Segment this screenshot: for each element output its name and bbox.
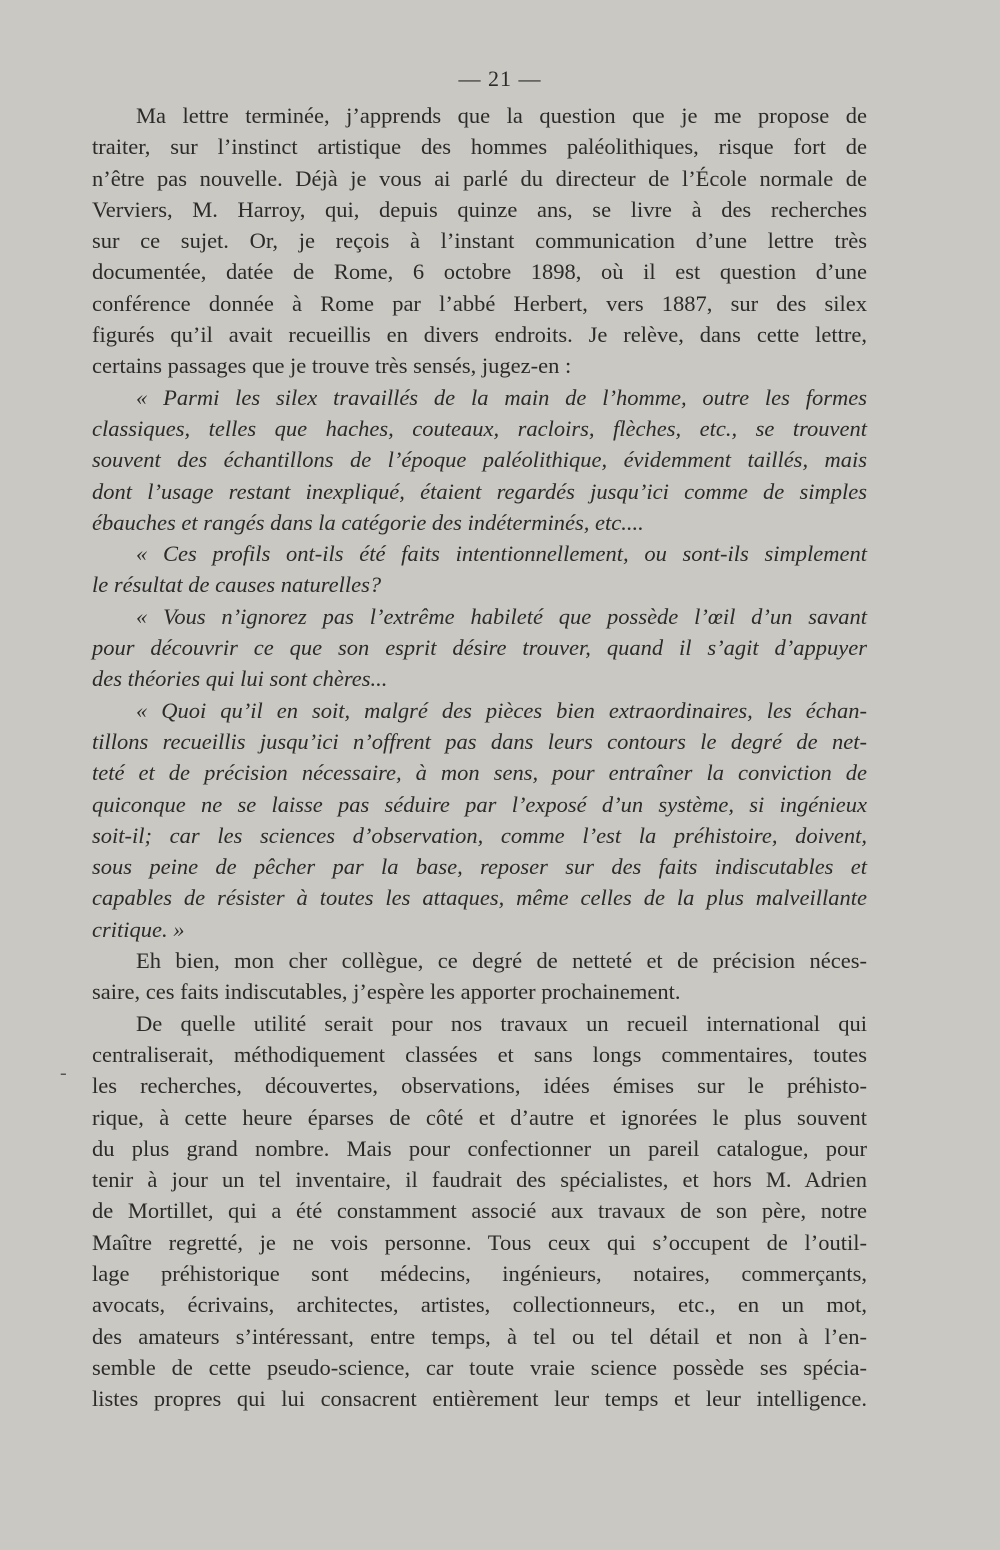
text-line: critique. »: [92, 916, 185, 942]
text-line: lage préhistorique sont médecins, ingénieurs, notaires, commerçants,: [92, 1260, 867, 1286]
text-line: « Ces profils ont-ils été faits intentionnellement, ou sont-ils simplement: [136, 541, 867, 567]
text-line: De quelle utilité serait pour nos travaux un recueil international qui: [136, 1010, 867, 1036]
text-line: Verviers, M. Harroy, qui, depuis quinze ans, se livre à des recherches: [92, 196, 867, 222]
text-line: rique, à cette heure éparses de côté et d’autre et ignorées le plus souvent: [92, 1104, 867, 1130]
text-line: Maître regretté, je ne vois personne. Tous ceux qui s’occupent de l’outil-: [92, 1229, 867, 1255]
text-line: avocats, écrivains, architectes, artistes, collectionneurs, etc., en un mot,: [92, 1292, 867, 1318]
text-line: des théories qui lui sont chères...: [92, 666, 388, 692]
text-line: Ma lettre terminée, j’apprends que la question que je me propose de: [136, 103, 867, 128]
text-line: conférence donnée à Rome par l’abbé Herbert, vers 1887, sur des silex: [92, 290, 867, 316]
text-line: Eh bien, mon cher collègue, ce degré de netteté et de précision néces-: [136, 948, 867, 974]
text-line: classiques, telles que haches, couteaux, racloirs, flèches, etc., se trouvent: [92, 415, 867, 441]
text-line: pour découvrir ce que son esprit désire trouver, quand il s’agit d’appuyer: [92, 635, 867, 661]
text-line: ébauches et rangés dans la catégorie des indéterminés, etc....: [92, 509, 644, 535]
text-line: figurés qu’il avait recueillis en divers endroits. Je relève, dans cette lettre,: [92, 322, 867, 348]
text-line: les recherches, découvertes, observations, idées émises sur le préhisto-: [92, 1073, 867, 1099]
page-number: — 21 —: [458, 66, 542, 91]
text-line: documentée, datée de Rome, 6 octobre 1898, où il est question d’une: [92, 259, 867, 285]
text-line: teté et de précision nécessaire, à mon sens, pour entraîner la conviction de: [92, 760, 867, 786]
text-line: du plus grand nombre. Mais pour confectionner un pareil catalogue, pour: [92, 1135, 867, 1161]
text-line: des amateurs s’intéressant, entre temps, à tel ou tel détail et non à l’en-: [92, 1323, 867, 1349]
text-line: tenir à jour un tel inventaire, il faudrait des spécialistes, et hors M. Adrien: [92, 1167, 867, 1193]
text-line: « Vous n’ignorez pas l’extrême habileté que possède l’œil d’un savant: [136, 603, 867, 629]
text-line: traiter, sur l’instinct artistique des hommes paléolithiques, risque fort de: [92, 134, 867, 160]
text-line: listes propres qui lui consacrent entièrement leur temps et leur intelligence.: [92, 1386, 867, 1412]
text-line: semble de cette pseudo-science, car toute vraie science possède ses spécia-: [92, 1354, 867, 1380]
text-line: certains passages que je trouve très sensés, jugez-en :: [92, 353, 572, 379]
text-line: souvent des échantillons de l’époque paléolithique, évidemment taillés, mais: [92, 447, 867, 473]
text-line: n’être pas nouvelle. Déjà je vous ai parlé du directeur de l’École normale de: [92, 165, 867, 191]
text-line: de Mortillet, qui a été constamment associé aux travaux de son père, notre: [92, 1198, 867, 1224]
text-line: quiconque ne se laisse pas séduire par l’exposé d’un système, si ingénieux: [92, 791, 867, 817]
text-line: capables de résister à toutes les attaques, même celles de la plus malveillante: [92, 885, 867, 911]
text-line: « Parmi les silex travaillés de la main de l’homme, outre les formes: [136, 384, 867, 410]
text-line: tillons recueillis jusqu’ici n’offrent pas dans leurs contours le degré de net-: [92, 728, 867, 754]
text-line: dont l’usage restant inexpliqué, étaient regardés jusqu’ici comme de simples: [92, 478, 867, 504]
text-line: sur ce sujet. Or, je reçois à l’instant communication d’une lettre très: [92, 228, 867, 254]
body-text: [92, 100, 867, 1414]
text-line: sous peine de pêcher par la base, reposer sur des faits indiscutables et: [92, 854, 867, 880]
text-line: saire, ces faits indiscutables, j’espère les apporter prochainement.: [92, 979, 681, 1005]
text-line: le résultat de causes naturelles?: [92, 572, 382, 598]
margin-mark: -: [60, 1062, 67, 1084]
text-line: « Quoi qu’il en soit, malgré des pièces bien extraordinaires, les échan-: [136, 697, 867, 723]
text-line: centraliserait, méthodiquement classées et sans longs commentaires, toutes: [92, 1041, 867, 1067]
text-line: soit-il; car les sciences d’observation, comme l’est la préhistoire, doivent,: [92, 822, 867, 848]
